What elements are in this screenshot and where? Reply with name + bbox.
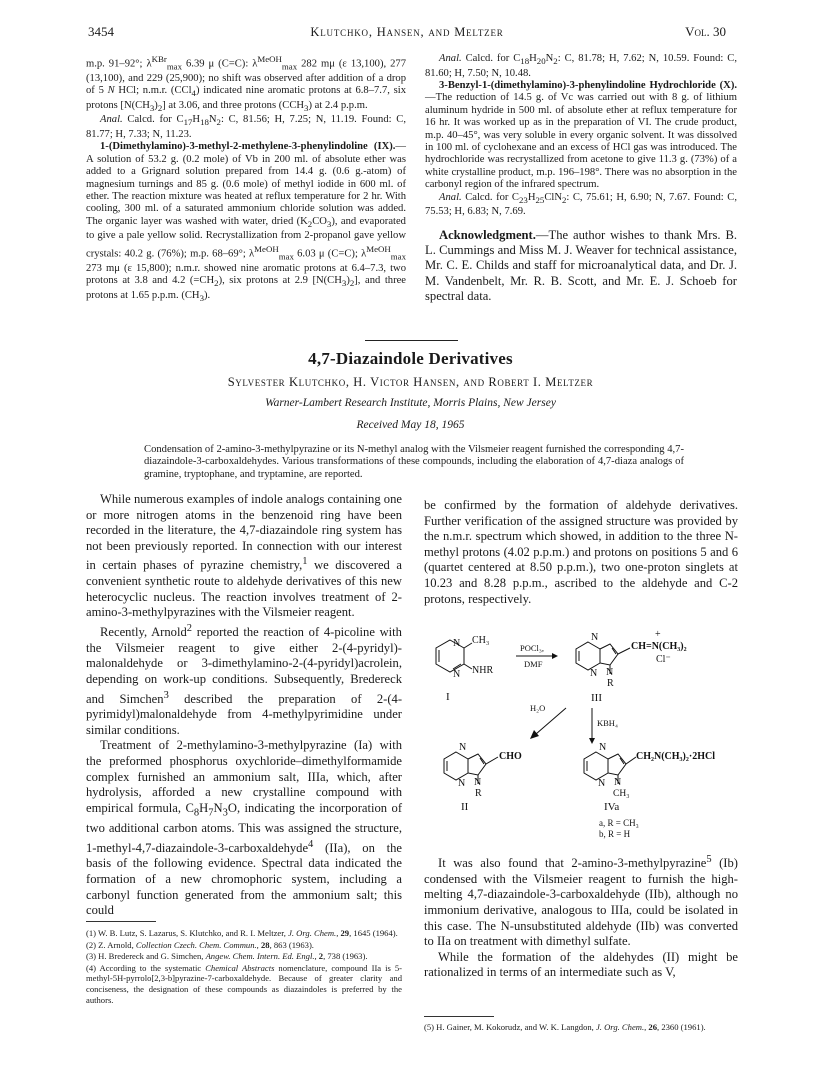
footnote-rule xyxy=(86,921,156,922)
compound-IVa-n-ring: N xyxy=(614,777,622,788)
volume-label: Vol. 30 xyxy=(685,24,726,39)
reagent-h2o: H₂O xyxy=(530,703,546,713)
compound-II-n-bottom: N xyxy=(458,778,466,789)
compound-I-nhr: NHR xyxy=(472,665,494,676)
compound-III-n-top: N xyxy=(591,632,599,643)
article-authors: Sylvester Klutchko, H. Victor Hansen, and Robert I. Meltzer xyxy=(227,375,594,389)
compound-III-n-ring: N xyxy=(606,667,614,678)
footnote: (4) According to the systematic Chemical Abstracts nomenclature, compound IIa is 5-methyl-5H-pyrrolo[2,3-b]pyrazine-7-carboxaldehyde. Because of greater clarity and conciseness, the designation of these compounds as diazaindoles is preferred by the authors. xyxy=(86,962,402,1005)
compound-II-r: R xyxy=(475,788,482,799)
compound-II xyxy=(444,752,498,784)
variant-b: b, R = H xyxy=(599,829,631,839)
page-number: 3454 xyxy=(88,24,114,39)
running-head xyxy=(88,22,726,42)
abstract: Condensation of 2-amino-3-methylpyrazine or its N-methyl analog with the Vilsmeier reagent furnished the corresponding 4,7-diazaindole-3-carboxaldehydes. Various transformations of these compounds, including the elaboration of 4,7-diaza analogs of gramine, tryptophane, and tryptamine, are reported. xyxy=(144,444,684,480)
compound-III-r: R xyxy=(607,678,614,689)
reagent-kbh4: KBH₄ xyxy=(597,718,618,728)
prev-paragraph: 1-(Dimethylamino)-3-methyl-2-methylene-3-phenylindoline (IX).—A solution of 53.2 g. (0.2 mole) of Vb in 200 ml. of absolute ether was added to a Grignard solution prepared from 14.4 g. (0.6 g.-atom) of magnesium turnings and 85 g. (0.6 mole) of methyl iodide in 600 ml. of ether. The reaction mixture was heated at reflux temperature for 2 hr. With cooling, 300 ml. of a saturated ammonium chloride solution was added. The organic layer was washed with water, dried $(K_2CO_3)$, and evaporated to give a pale yellow solid. Recrystallization from 2-propanol gave yellow crystals: 40.2 g. (76%); m.p. 68–69°; $\lambda^{MeOH}_{max}$ 6.03 μ (C=C); $\lambda^{MeOH}_{max}$ 273 mμ (ε 15,800); n.m.r. showed nine aromatic protons at 6.4–7.3, two protons at 3.8 and 4.2 $(=CH_2)$, six protons at 2.9 $[N(CH_3)_2]$, and three protons at 1.65 p.p.m. $(CH_3)$. xyxy=(86,141,407,303)
compound-III-iminium: CH=N(CH₃)₂ xyxy=(631,641,687,652)
compound-IVa-n-top: N xyxy=(599,742,607,753)
footnote-right: (5) H. Gainer, M. Kokorudz, and W. K. Langdon, J. Org. Chem., 26, 2360 (1961). xyxy=(424,1022,706,1032)
footnote-rule xyxy=(424,1016,494,1017)
compound-I-n-top: N xyxy=(453,638,461,649)
compound-I-label: I xyxy=(446,691,450,703)
prev-paragraph: Anal. Calcd. for $C_{17}H_{18}N_2$: C, 81.56; H, 7.25; N, 11.19. Found: C, 81.77; H, 7.33; N, 11.23. xyxy=(86,114,406,140)
footnotes-left xyxy=(86,928,402,1006)
body-paragraph: Treatment of 2-methylamino-3-methylpyrazine (Ia) with the preformed phosphorus oxychloride–dimethylformamide complex furnished an ammonium salt, IIIa, which, after hydrolysis, afforded a new crystalline compound with empirical formula, $C_8H_7N_3O$, indicating the incorporation of two additional carbon atoms. This was assigned the structure, 1-methyl-4,7-diazaindole-3-carboxaldehyde$^4$ (IIa), on the basis of the following evidence. Spectral data indicated the formation of a new chromophoric system, including a carbonyl function generated from the ammonium salt; this could xyxy=(86,738,403,918)
compound-IVa-n-bottom: N xyxy=(598,778,606,789)
compound-III-label: III xyxy=(591,692,602,704)
compound-IVa-gramine: CH₂N(CH₃)₂·2HCl xyxy=(636,751,715,762)
compound-II-n-top: N xyxy=(459,742,467,753)
reagent-dmf: DMF xyxy=(524,659,543,669)
compound-III-n-bottom: N xyxy=(590,668,598,679)
reagent-pocl3: POCl₃, xyxy=(520,643,544,653)
body-paragraph: While the formation of the aldehydes (II) might be rationalized in terms of an intermediate such as V, xyxy=(424,949,738,980)
body-left-column xyxy=(86,492,402,919)
arrow-head xyxy=(589,738,595,744)
compound-III-plus: + xyxy=(655,629,661,640)
prev-paragraph: 3-Benzyl-1-(dimethylamino)-3-phenylindoline Hydrochloride (X).—The reduction of 14.5 g. of Vc was carried out with 8 g. of lithium aluminum hydride in 500 ml. of absolute ether at reflux temperature for 16 hr. It was worked up as in the preparation of VI. The crude product, m.p. 40–45°, was very soluble in every organic solvent. It was dissolved in 100 ml. of cyclohexane and an excess of HCl gas was introduced. The hydrochloride was recrystallized from acetone to give 11.3 g. (73%) of a white crystalline product, m.p. 196–198°. There was no absorption in the carbonyl region of the infrared spectrum. xyxy=(425,79,737,191)
arrow-head xyxy=(530,730,539,739)
acknowledgment-text: —The author wishes to thank Mrs. B. L. Cummings and Miss M. J. Weaver for technical assistance, Mr. C. E. Childs and staff for microanalytical data, and Dr. J. M. Vandenbelt, Mr. R. B. Scott, and Mr. E. J. Schoeb for spectral data. xyxy=(425,227,737,304)
compound-IVa-ch3: CH₃ xyxy=(613,789,630,799)
compound-II-label: II xyxy=(461,801,469,813)
compound-I-ch3: CH₃ xyxy=(472,635,490,646)
running-head-authors: Klutchko, Hansen, and Meltzer xyxy=(310,25,504,39)
footnote: (2) Z. Arnold, Collection Czech. Chem. Commun., 28, 863 (1963). xyxy=(86,939,314,950)
body-paragraph: Recently, Arnold$^2$ reported the reaction of 4-picoline with the Vilsmeier reagent to give either 2-(4-pyridyl)-malonaldehyde or 3-dimethylamino-2-(4-pyridyl)acrolein, depending on work-up conditions. Subsequently, Bredereck and Simchen$^3$ described the preparation of 2-(4-pyrimidyl)malonaldehyde from 4-methylpyrimidine under similar conditions. xyxy=(86,622,403,737)
footnote: (3) H. Bredereck and G. Simchen, Angew. Chem. Intern. Ed. Engl., 2, 738 (1963). xyxy=(86,951,368,962)
compound-IVa xyxy=(584,752,636,784)
article-separator xyxy=(365,340,458,341)
footnote: (1) W. B. Lutz, S. Lazarus, S. Klutchko, and R. I. Meltzer, J. Org. Chem., 29, 1645 (1964). xyxy=(86,928,398,938)
variant-a: a, R = CH₃ xyxy=(599,818,639,828)
prev-article-left-column xyxy=(86,53,406,304)
acknowledgment xyxy=(425,228,737,305)
compound-II-cho: CHO xyxy=(499,751,522,762)
body-paragraph: be confirmed by the formation of aldehyde derivatives. Further verification of the assigned structure was provided by the n.m.r. spectrum which showed, in addition to the three N-methyl protons (4.02 p.p.m.) and protons on positions 5 and 6 (quartet centered at 8.50 p.p.m.), two one-proton singlets at 10.23 and 8.28 p.p.m., ascribed to the aldehyde and C-2 protons, respectively. xyxy=(424,498,738,606)
arrow-head xyxy=(552,653,558,659)
compound-III-chloride: Cl⁻ xyxy=(656,654,671,665)
reaction-scheme xyxy=(424,626,738,844)
prev-paragraph: Anal. Calcd. for $C_{18}H_{20}N_2$: C, 81.78; H, 7.62; N, 10.59. Found: C, 81.60; H, 7.50; N, 10.48. xyxy=(425,53,737,79)
article-title: 4,7-Diazaindole Derivatives xyxy=(308,349,513,368)
article-affiliation: Warner-Lambert Research Institute, Morris Plains, New Jersey xyxy=(265,397,556,409)
body-paragraph: It was also found that 2-amino-3-methylpyrazine$^5$ (Ib) condensed with the Vilsmeier reagent to furnish the high-melting 4,7-diazaindole-3-carboxaldehyde (IIb), although no immonium derivative, analogous to IIIa, could be isolated in this case. The N-unsubstituted aldehyde (IIb) was converted to IIa on treatment with dimethyl sulfate. xyxy=(424,854,738,949)
compound-II-n-ring: N xyxy=(474,777,482,788)
prev-paragraph: m.p. 91–92°; $\lambda^{KBr}_{max}$ 6.39 μ (C=C): $\lambda^{MeOH}_{max}$ 282 mμ (ε 13,100), 277 (13,100), and 229 (25,900); no shift was observed after addition of a drop of 5 N HCl; n.m.r. (CCl$_4$) indicated nine aromatic protons at 6.8–7.7, six protons $[N(CH_3)_2]$ at 3.06, and three protons $(CCH_3)$ at 2.4 p.p.m. xyxy=(86,54,407,114)
body-right-column-bottom xyxy=(424,852,738,981)
body-right-column-top xyxy=(424,498,738,607)
scheme-drawing xyxy=(424,626,738,844)
received-date: Received May 18, 1965 xyxy=(356,419,465,431)
prev-paragraph: Anal. Calcd. for $C_{23}H_{25}ClN_2$: C, 75.61; H, 6.90; N, 7.67. Found: C, 75.53; H, 6.83; N, 7.69. xyxy=(425,191,737,218)
body-paragraph: While numerous examples of indole analogs containing one or more nitrogen atoms in the benzenoid ring have been recorded in the literature, the 4,7-diazaindole ring system has not been previously reported. In connection with our interest in certain phases of pyrazine chemistry,$^1$ we discovered a convenient synthetic route to aldehyde derivatives of this new heterocyclic nucleus. The reaction involves treatment of 2-amino-3-methylpyrazines with the Vilsmeier reagent. xyxy=(86,492,402,620)
prev-article-right-column xyxy=(425,53,737,305)
compound-IVa-label: IVa xyxy=(604,801,620,813)
acknowledgment-heading: Acknowledgment. xyxy=(439,227,536,242)
compound-I-n-bottom: N xyxy=(453,669,461,680)
compound-III xyxy=(576,642,630,674)
